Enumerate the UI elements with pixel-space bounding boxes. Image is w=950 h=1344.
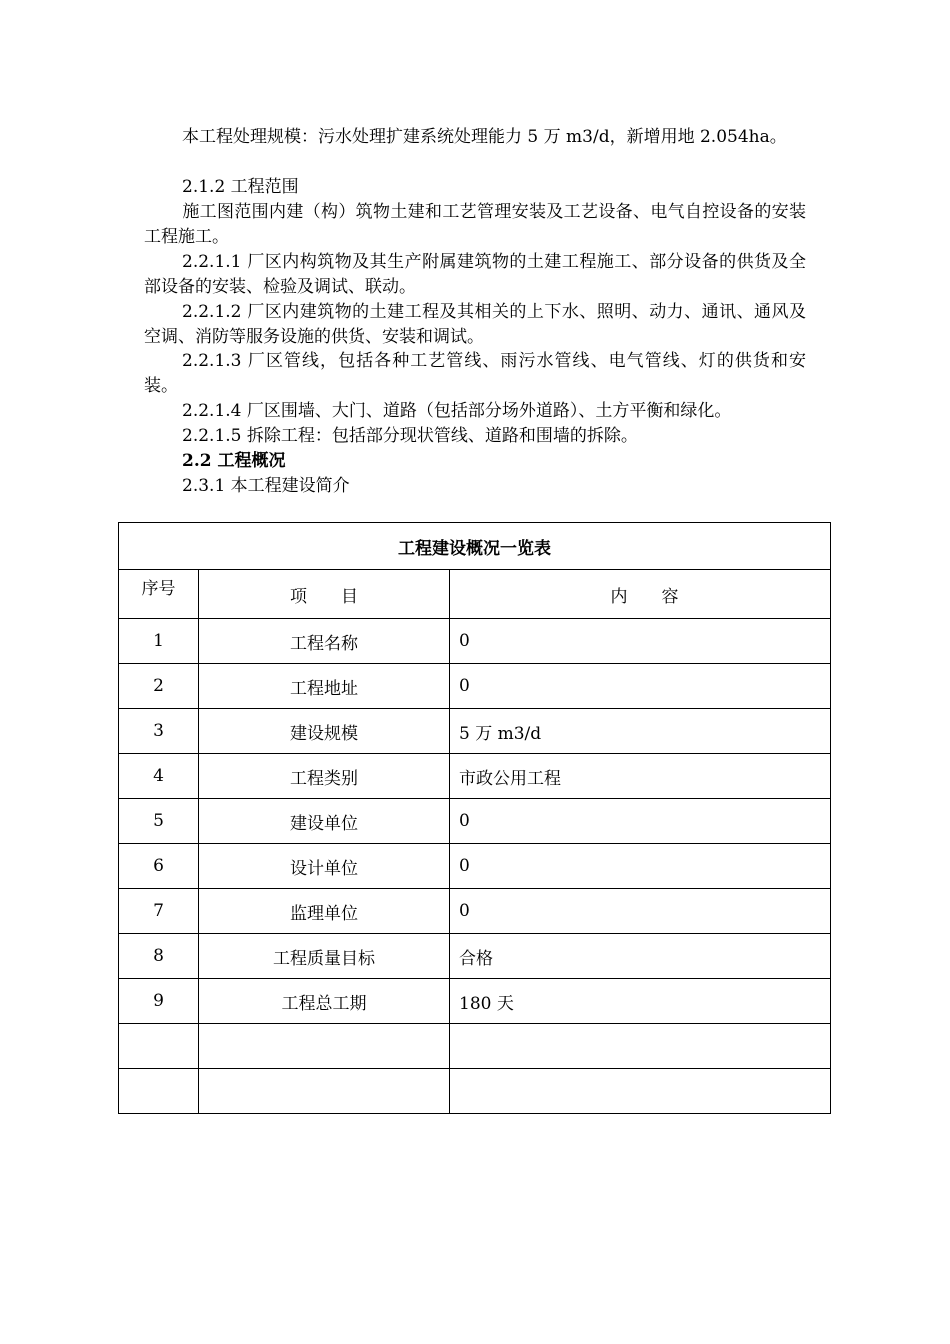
table-row [119,799,831,844]
row-item: 建设单位 [199,799,450,844]
row-content [450,1024,831,1069]
row-no: 3 [119,709,199,754]
paragraph-2-2-1-5: 2.2.1.5 拆除工程：包括部分现状管线、道路和围墙的拆除。 [182,426,638,446]
row-item: 工程名称 [199,619,450,664]
row-no: 1 [119,619,199,664]
row-content: 市政公用工程 [450,754,831,799]
row-content: 0 [450,889,831,934]
row-item: 工程质量目标 [199,934,450,979]
header-content: 内 容 [450,570,831,619]
table-row [119,619,831,664]
header-no: 序号 [119,570,199,619]
row-content: 合格 [450,934,831,979]
row-item: 建设规模 [199,709,450,754]
row-no: 2 [119,664,199,709]
row-item: 工程类别 [199,754,450,799]
row-no: 7 [119,889,199,934]
paragraph-2-2-1-3: 2.2.1.3 厂区管线，包括各种工艺管线、雨污水管线、电气管线、灯的供货和安装。 [144,351,806,396]
table-title-row [119,523,831,570]
row-no [119,1069,199,1114]
row-content: 5 万 m3/d [450,709,831,754]
row-content [450,1069,831,1114]
row-content: 0 [450,799,831,844]
row-no: 9 [119,979,199,1024]
table-row [119,709,831,754]
table-row [119,889,831,934]
table-row [119,1024,831,1069]
table-header-row [119,570,831,619]
paragraph-2-2-1-1: 2.2.1.1 厂区内构筑物及其生产附属建筑物的土建工程施工、部分设备的供货及全部设备的安装、检验及调试、联动。 [144,252,806,297]
table-row [119,979,831,1024]
row-content: 0 [450,664,831,709]
row-item [199,1069,450,1114]
row-item: 工程总工期 [199,979,450,1024]
table-row [119,1069,831,1114]
heading-2-1-2: 2.1.2 工程范围 [182,177,299,197]
row-item: 设计单位 [199,844,450,889]
table-title: 工程建设概况一览表 [119,523,831,570]
row-item [199,1024,450,1069]
row-no: 6 [119,844,199,889]
paragraph-scale: 本工程处理规模：污水处理扩建系统处理能力 5 万 m3/d，新增用地 2.054ha。 [182,127,787,147]
row-item: 监理单位 [199,889,450,934]
paragraph-2-2-1-4: 2.2.1.4 厂区围墙、大门、道路（包括部分场外道路）、土方平衡和绿化。 [182,401,732,421]
table-row [119,934,831,979]
row-no: 8 [119,934,199,979]
header-item: 项 目 [199,570,450,619]
row-content: 0 [450,844,831,889]
row-content: 0 [450,619,831,664]
paragraph-scope: 施工图范围内建（构）筑物土建和工艺管理安装及工艺设备、电气自控设备的安装工程施工。 [144,202,806,247]
table-row [119,754,831,799]
table-row [119,664,831,709]
row-no: 4 [119,754,199,799]
row-no: 5 [119,799,199,844]
row-no [119,1024,199,1069]
table-body [119,619,831,1114]
paragraph-2-2-1-2: 2.2.1.2 厂区内建筑物的土建工程及其相关的上下水、照明、动力、通讯、通风及空调、消防等服务设施的供货、安装和调试。 [144,302,806,347]
row-content: 180 天 [450,979,831,1024]
row-item: 工程地址 [199,664,450,709]
overview-table [118,522,831,1114]
subsection-heading: 2.3.1 本工程建设简介 [182,476,350,496]
section-heading: 2.2 工程概况 [182,451,286,471]
table-row [119,844,831,889]
